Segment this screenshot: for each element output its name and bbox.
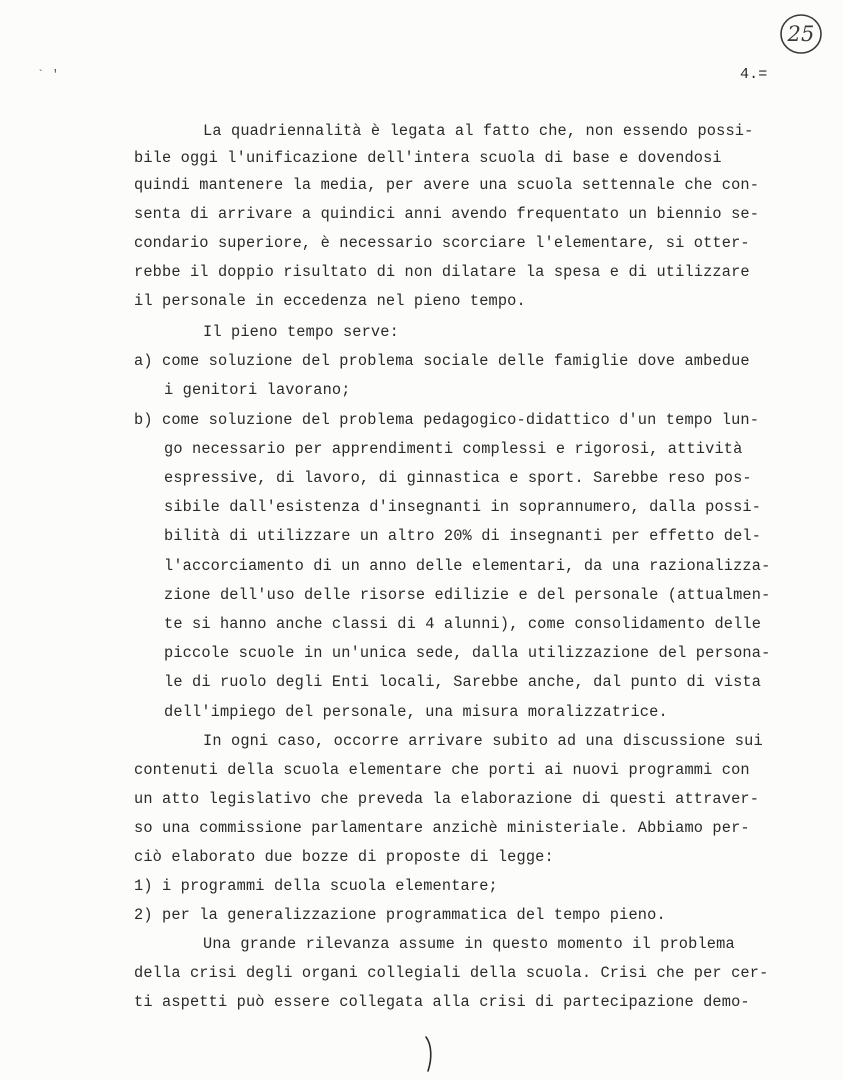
archive-number: 25 bbox=[787, 22, 815, 46]
text-line: a) come soluzione del problema sociale delle famiglie dove ambedue bbox=[134, 352, 750, 370]
text-line: le di ruolo degli Enti locali, Sarebbe anche, dal punto di vista bbox=[164, 673, 762, 691]
text-line: della crisi degli organi collegiali della scuola. Crisi che per cer- bbox=[134, 964, 769, 982]
text-line: ciò elaborato due bozze di proposte di legge: bbox=[134, 848, 554, 866]
corner-mark: ` ' bbox=[37, 68, 60, 82]
text-line: dell'impiego del personale, una misura moralizzatrice. bbox=[164, 703, 668, 721]
text-line: 1) i programmi della scuola elementare; bbox=[134, 877, 498, 895]
text-line: ti aspetti può essere collegata alla crisi di partecipazione demo- bbox=[134, 993, 750, 1011]
text-line: contenuti della scuola elementare che porti ai nuovi programmi con bbox=[134, 761, 750, 779]
pen-stroke-icon bbox=[420, 1035, 440, 1075]
text-line: sibile dall'esistenza d'insegnanti in soprannumero, dalla possi- bbox=[164, 498, 762, 516]
text-line: un atto legislativo che preveda la elaborazione di questi attraver- bbox=[134, 790, 760, 808]
text-line: bile oggi l'unificazione dell'intera scuola di base e dovendosi bbox=[134, 149, 722, 167]
text-line: condario superiore, è necessario scorciare l'elementare, si otter- bbox=[134, 234, 750, 252]
text-line: l'accorciamento di un anno delle elementari, da una razionalizza- bbox=[164, 557, 771, 575]
text-line: 2) per la generalizzazione programmatica del tempo pieno. bbox=[134, 906, 666, 924]
text-line: Il pieno tempo serve: bbox=[203, 323, 399, 341]
text-line: zione dell'uso delle risorse edilizie e del personale (attualmen- bbox=[164, 586, 771, 604]
text-line: piccole scuole in un'unica sede, dalla utilizzazione del persona- bbox=[164, 644, 771, 662]
text-line: La quadriennalità è legata al fatto che, non essendo possi- bbox=[203, 122, 754, 140]
text-line: il personale in eccedenza nel pieno tempo. bbox=[134, 292, 526, 310]
bottom-pen-mark bbox=[420, 1035, 440, 1075]
text-line: quindi mantenere la media, per avere una scuola settennale che con- bbox=[134, 176, 760, 194]
text-line: In ogni caso, occorre arrivare subito ad una discussione sui bbox=[203, 732, 763, 750]
text-line: bilità di utilizzare un altro 20% di insegnanti per effetto del- bbox=[164, 527, 762, 545]
text-line: b) come soluzione del problema pedagogico-didattico d'un tempo lun- bbox=[134, 411, 760, 429]
text-line: rebbe il doppio risultato di non dilatare la spesa e di utilizzare bbox=[134, 263, 750, 281]
text-line: espressive, di lavoro, di ginnastica e sport. Sarebbe reso pos- bbox=[164, 469, 752, 487]
text-line: Una grande rilevanza assume in questo momento il problema bbox=[203, 935, 735, 953]
text-line: i genitori lavorano; bbox=[164, 381, 351, 399]
archive-stamp bbox=[778, 12, 824, 56]
text-line: so una commissione parlamentare anzichè ministeriale. Abbiamo per- bbox=[134, 819, 750, 837]
text-line: te si hanno anche classi di 4 alunni), come consolidamento delle bbox=[164, 615, 762, 633]
text-line: senta di arrivare a quindici anni avendo frequentato un biennio se- bbox=[134, 205, 760, 223]
page-number: 4.= bbox=[740, 66, 768, 83]
text-line: go necessario per apprendimenti complessi e rigorosi, attività bbox=[164, 440, 743, 458]
